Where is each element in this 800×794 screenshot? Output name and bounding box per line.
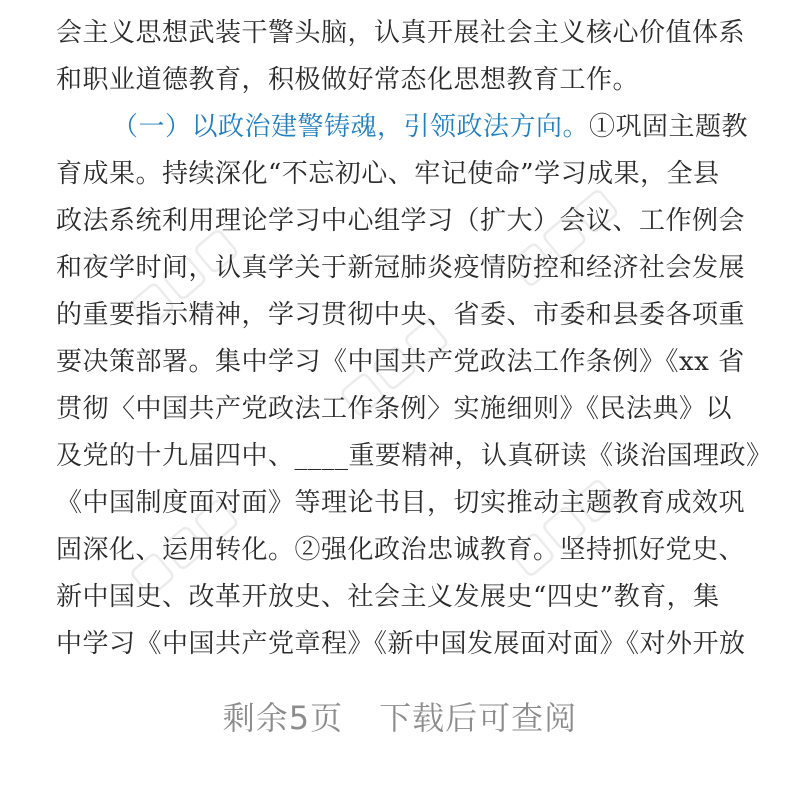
watermark: ▢▢▢ xyxy=(118,485,247,606)
text-line: 中学习《中国共产党章程》《新中国发展面对面》《对外开放 xyxy=(56,629,746,659)
watermark: ▢▢▢ xyxy=(118,215,247,336)
section-line xyxy=(56,104,756,151)
watermark: ▢▢▢ xyxy=(498,175,627,296)
remaining-pages-label: 剩余5页 xyxy=(222,699,344,737)
text-line: ①巩固主题教 xyxy=(589,112,749,142)
text-line: 和夜学时间，认真学关于新冠肺炎疫情防控和经济社会发展 xyxy=(56,253,746,283)
text-line: 贯彻〈中国共产党政法工作条例〉实施细则》《民法典》以 xyxy=(56,394,733,424)
text-line: 会主义思想武装干警头脑，认真开展社会主义核心价值体系 xyxy=(56,18,746,48)
text-line: 要决策部署。集中学习《中国共产党政法工作条例》《xx 省 xyxy=(56,347,745,377)
document-body xyxy=(56,0,773,668)
text-line: 政法系统利用理论学习中心组学习（扩大）会议、工作例会 xyxy=(56,206,746,236)
text-line: 及党的十九届四中、____重要精神，认真研读《谈治国理政》 xyxy=(56,441,773,471)
download-hint-label: 下载后可查阅 xyxy=(379,699,578,737)
text-line: 的重要指示精神，学习贯彻中央、省委、市委和县委各项重 xyxy=(56,300,746,330)
download-prompt[interactable] xyxy=(0,690,800,746)
text-line: 育成果。持续深化“不忘初心、牢记使命”学习成果，全县 xyxy=(56,159,720,189)
text-line: 和职业道德教育，积极做好常态化思想教育工作。 xyxy=(56,65,640,95)
text-line: 固深化、运用转化。②强化政治忠诚教育。坚持抓好党史、 xyxy=(56,535,746,565)
section-heading: （一）以政治建警铸魂，引领政法方向。 xyxy=(112,112,590,142)
text-line: 新中国史、改革开放史、社会主义发展史“四史”教育，集 xyxy=(56,582,720,612)
text-line: 《中国制度面对面》等理论书目，切实推动主题教育成效巩 xyxy=(56,488,746,518)
watermark: ▢▢▢ xyxy=(328,305,457,426)
watermark: ▢▢▢ xyxy=(498,465,627,586)
